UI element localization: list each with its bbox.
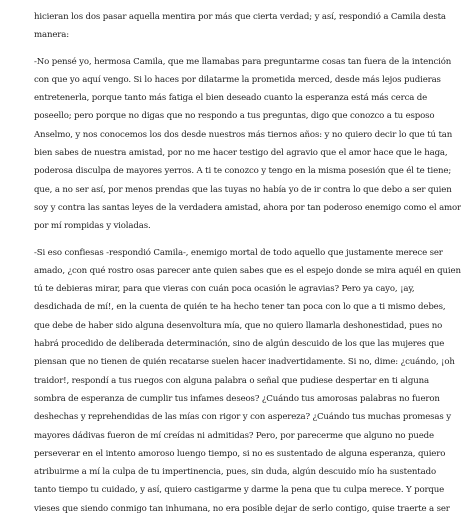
text-line: perseverar en el intento amoroso luengo tiempo, si no es sustentado de alguna esperanza, quiero <box>34 448 446 459</box>
text-line: entretenerla, porque tanto más fatiga el bien deseado cuanto la esperanza está más cerca de <box>34 93 428 104</box>
text-line: manera: <box>34 30 69 41</box>
document-body <box>34 8 461 526</box>
text-line: atribuirme a mí la culpa de tu impertinencia, pues, sin duda, algún descuido mío ha sustentado <box>34 467 436 478</box>
text-line: piensan que no tienen de quién recatarse suelen hacer inadvertidamente. Si no, dime: ¿cuándo, ¡oh <box>34 357 455 368</box>
text-line: sombra de esperanza de cumplir tus infames deseos? ¿Cuándo tus amorosas palabras no fueron <box>34 393 440 404</box>
text-line: -No pensé yo, hermosa Camila, que me llamabas para preguntarme cosas tan fuera de la intención <box>34 56 452 67</box>
text-line: que, a no ser así, por menos prendas que las tuyas no había yo de ir contra lo que debo a ser quien <box>34 184 452 195</box>
paragraph-camila-reply <box>34 244 461 518</box>
text-line: soy y contra las santas leyes de la verdadera amistad, ahora por tan poderoso enemigo como el amor <box>34 202 461 213</box>
text-line: vieses que siendo conmigo tan inhumana, no era posible dejar de serlo contigo, quise traerte a ser <box>34 503 450 514</box>
paragraph-lotario-reply <box>34 53 461 236</box>
text-line: bien sabes de nuestra amistad, por no me hacer testigo del agravio que el amor hace que le haga, <box>34 148 448 159</box>
text-line: desdichada de mí!, en la cuenta de quién te ha hecho tener tan poca con lo que a ti mismo debes, <box>34 302 446 313</box>
text-line: deshechas y reprehendidas de las mías con rigor y con aspereza? ¿Cuándo tus muchas promesas y <box>34 412 451 423</box>
text-line: habrá procedido de deliberada determinación, sino de algún descuido de los que las mujeres que <box>34 339 445 350</box>
text-line: con que yo aquí vengo. Si lo haces por dilatarme la prometida merced, desde más lejos pudieras <box>34 74 441 85</box>
text-line: poderosa disculpa de mayores yerros. A ti te conozco y tengo en la misma posesión que él te tiene; <box>34 166 452 177</box>
text-line: tú te debieras mirar, para que vieras con cuán poca ocasión le agravias? Pero ya cayo, ¡ay, <box>34 284 415 295</box>
text-line: hicieran los dos pasar aquella mentira por más que cierta verdad; y así, respondió a Camila desta <box>34 12 446 22</box>
text-line: por mí rompidas y violadas. <box>34 221 151 232</box>
text-line: traidor!, respondí a tus ruegos con alguna palabra o señal que pudiese despertar en ti alguna <box>34 375 429 386</box>
paragraph-intro <box>34 8 446 45</box>
text-line: -Si eso confiesas -respondió Camila-, enemigo mortal de todo aquello que justamente merece ser <box>34 247 443 258</box>
text-line: que debe de haber sido alguna desenvoltura mía, que no quiero llamarla deshonestidad, pues no <box>34 320 443 331</box>
text-line: Anselmo, y nos conocemos los dos desde nuestros más tiernos años: y no quiero decir lo que tú tan <box>34 129 453 140</box>
text-line: poseello; pero porque no digas que no respondo a tus preguntas, digo que conozco a tu esposo <box>34 111 435 122</box>
text-line: mayores dádivas fueron de mí creídas ni admitidas? Pero, por parecerme que alguno no puede <box>34 430 434 441</box>
text-line: tanto tiempo tu cuidado, y así, quiero castigarme y darme la pena que tu culpa merece. Y porque <box>34 485 445 496</box>
text-line: amado, ¿con qué rostro osas parecer ante quien sabes que es el espejo donde se mira aquél en quien <box>34 265 461 276</box>
